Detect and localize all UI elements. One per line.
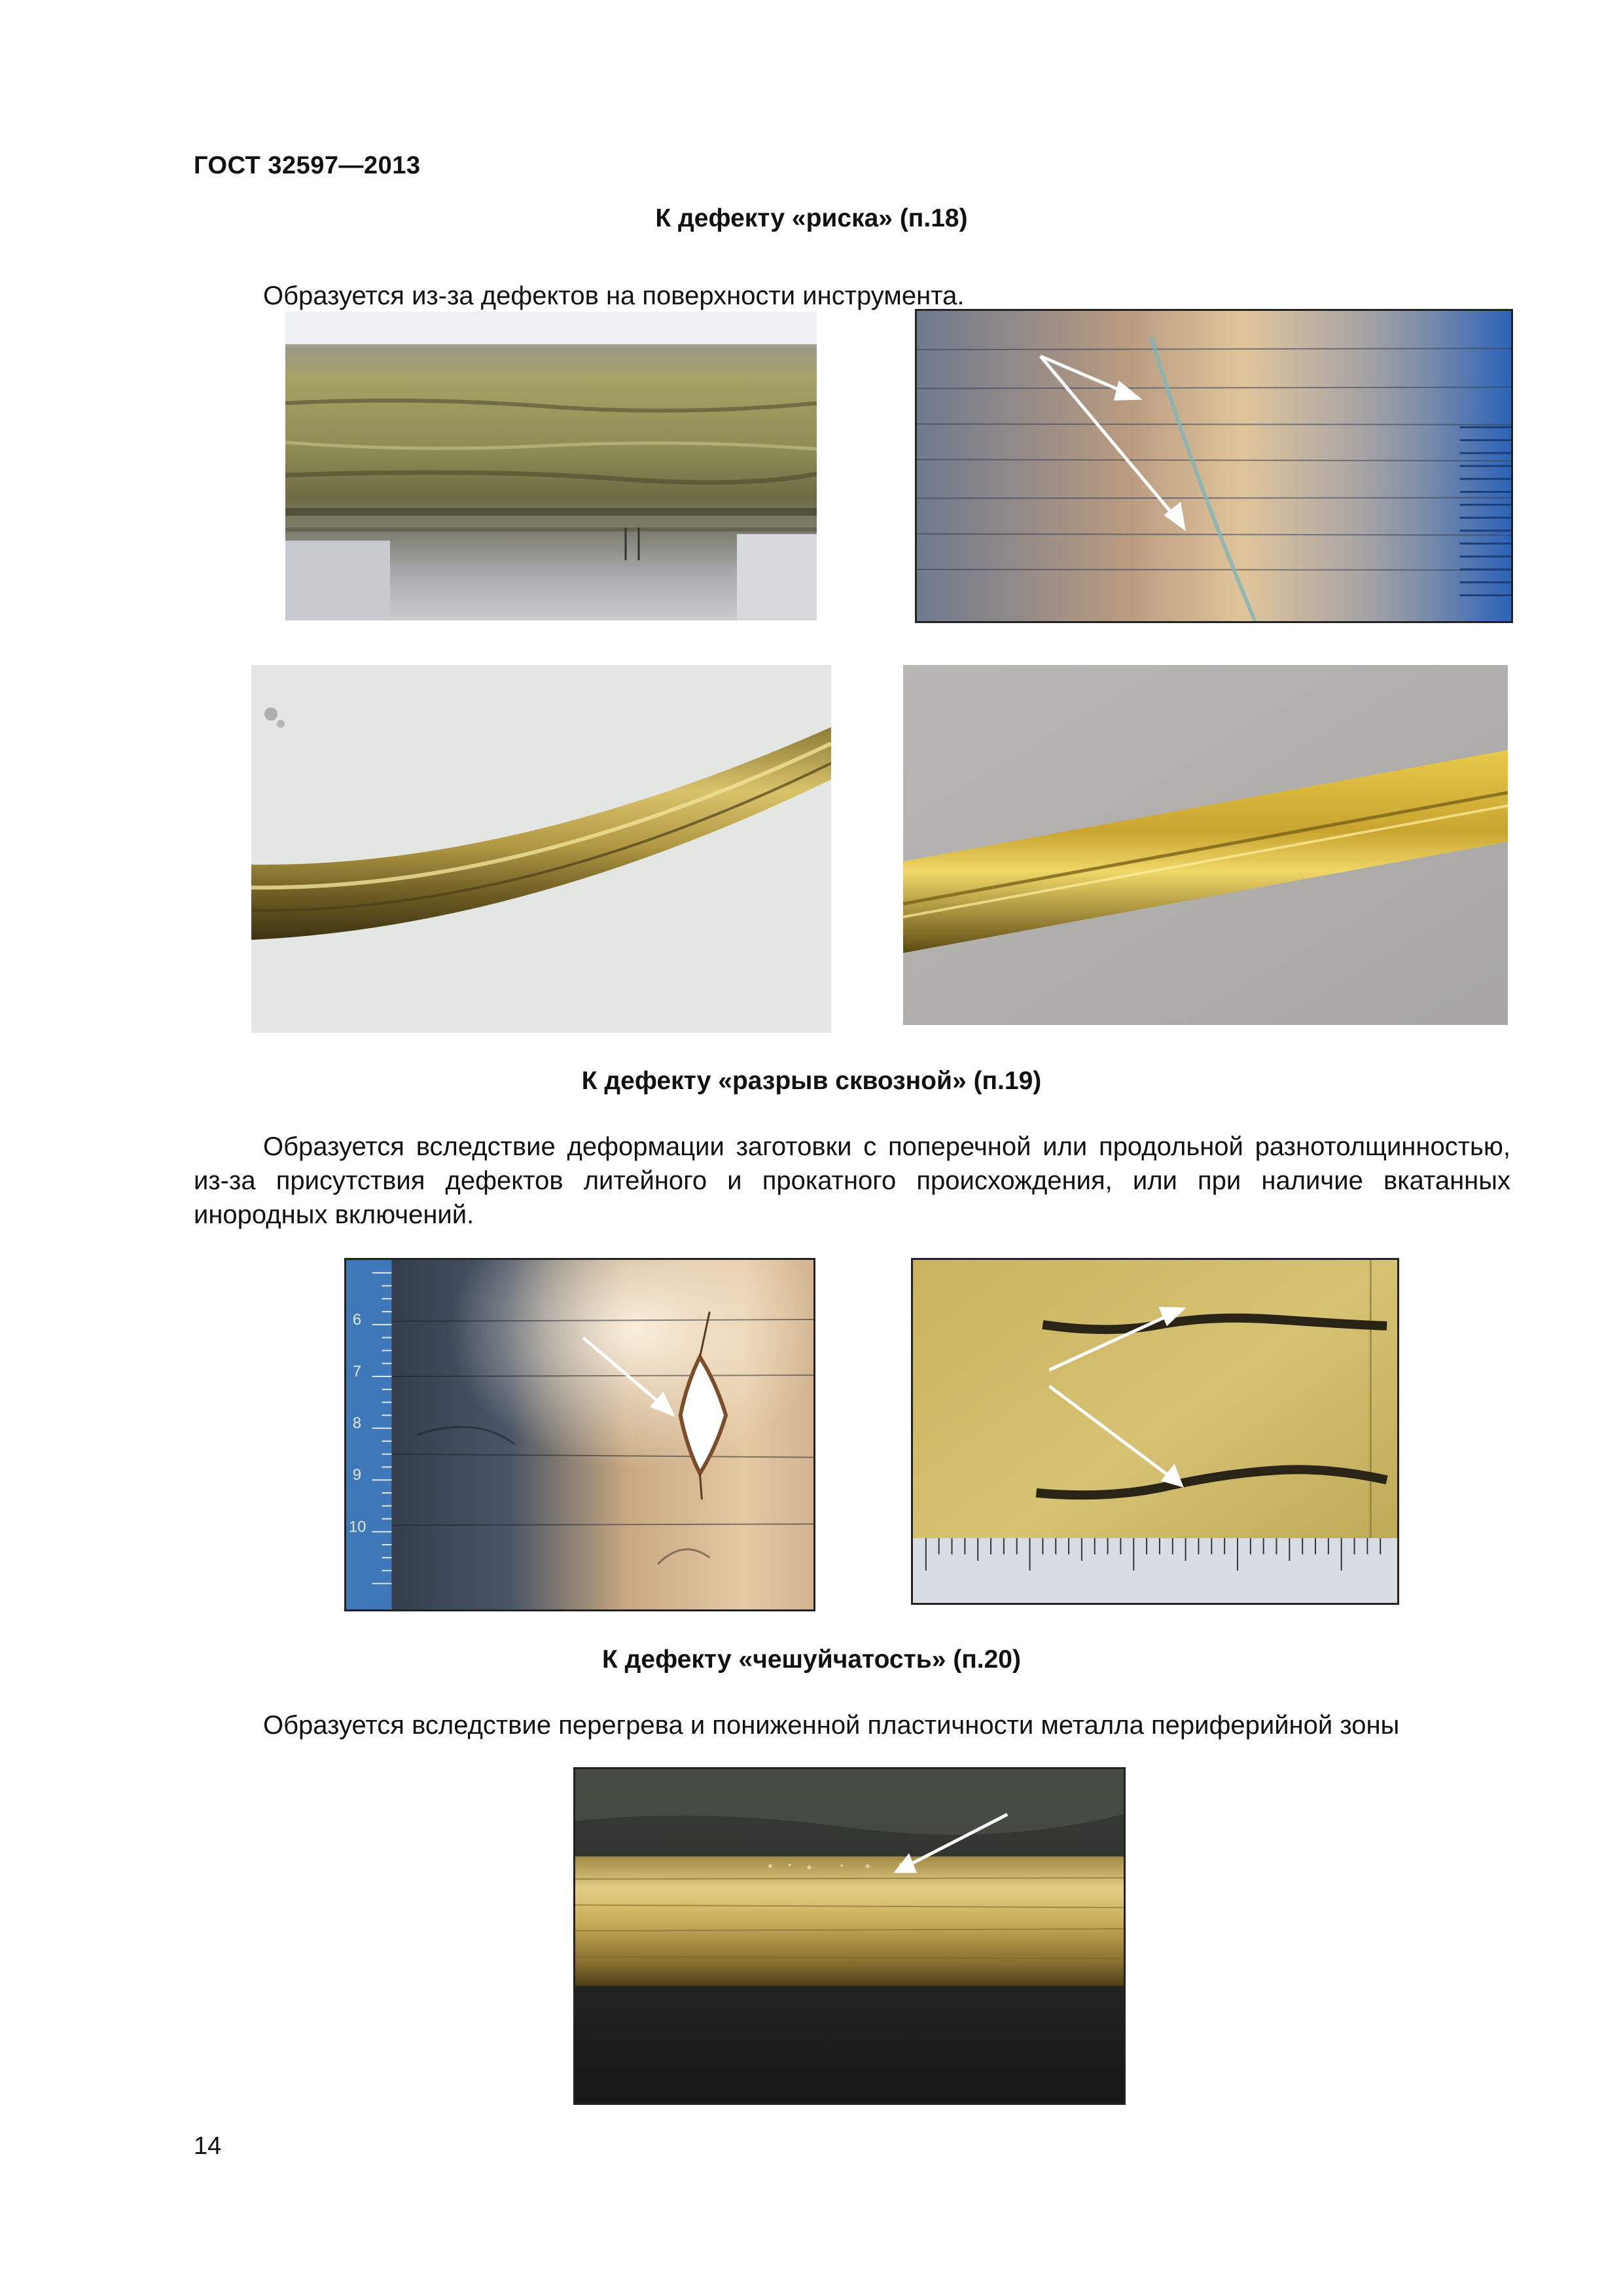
photo-scratch-closeup: [915, 309, 1513, 623]
photo-scaliness-rod: [573, 1767, 1126, 2105]
section-text-scratch: Образуется из-за дефектов на поверхности инструмента.: [263, 281, 965, 310]
ruler-label-7: 7: [352, 1363, 362, 1380]
ruler-label-9: 9: [352, 1466, 362, 1484]
section-heading-through-tear: К дефекту «разрыв сквозной» (п.19): [581, 1067, 1042, 1095]
document-id: ГОСТ 32597—2013: [194, 152, 421, 179]
photo-through-tear-cracks: [911, 1258, 1399, 1605]
section-heading-scaliness: К дефекту «чешуйчатость» (п.20): [602, 1645, 1021, 1674]
photo-scratch-straight-profile: [903, 665, 1508, 1025]
section-heading-scratch: К дефекту «риска» (п.18): [655, 204, 968, 232]
photo-scratch-profile-top: [285, 312, 817, 620]
section-text-through-tear: Образуется вследствие деформации заготовки с поперечной или продольной разнотолщинностью, из-за присутствия дефектов литейного и прокатного происхождения, или при наличие вкатанных инородных включений.: [194, 1132, 1510, 1229]
ruler-label-8: 8: [352, 1414, 362, 1433]
page-number: 14: [194, 2132, 222, 2160]
photo-scratch-curved-rod: [251, 665, 831, 1033]
section-text-scaliness: Образуется вследствие перегрева и пониженной пластичности металла периферийной зоны: [263, 1711, 1400, 1740]
ruler-label-10: 10: [348, 1518, 366, 1536]
ruler-label-6: 6: [352, 1310, 362, 1329]
photo-through-tear-hole: [344, 1258, 815, 1611]
